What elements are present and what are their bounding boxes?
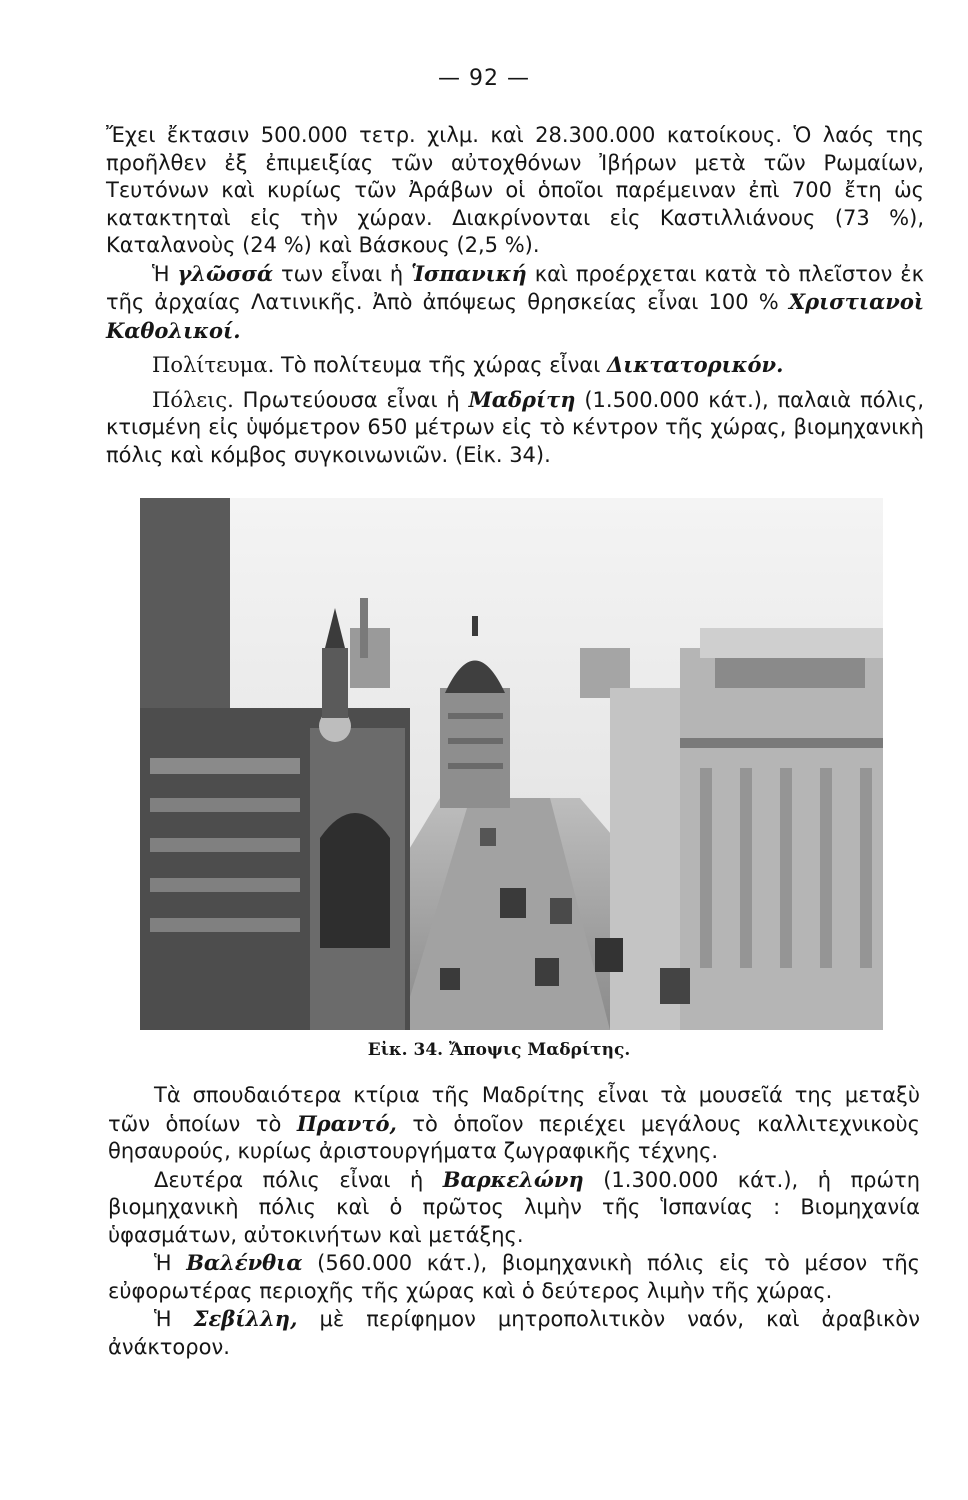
- paragraph-seville: Ἡ Σεβίλλη, μὲ περίφημον μητροπολιτικὸν ναόν, καὶ ἀραβικὸν ἀνάκτορον.: [108, 1306, 920, 1359]
- madrid-street-photo: [140, 498, 883, 1030]
- bold-term: Χριστιανοὶ Καθολικοί.: [106, 289, 924, 343]
- paragraph-cities: Πόλεις. Πρωτεύουσα εἶναι ἡ Μαδρίτη (1.500.000 κάτ.), παλαιὰ πόλις, κτισμένη εἰς ὑψόμετρον 650 μέτρων εἰς τὸ κέντρον τῆς χώρας, βιομηχανικὴ πόλις καὶ κόμβος συγκοινωνιῶν. (Εἰκ. 34).: [106, 386, 924, 467]
- paragraph-language-religion: Ἡ γλῶσσά των εἶναι ἡ Ἱσπανική καὶ προέρχεται κατὰ τὸ πλεῖστον ἐκ τῆς ἀρχαίας Λατινικῆς. Ἀπὸ ἀπόψεως θρησκείας εἶναι 100 % Χριστιανοὶ Καθολικοί.: [106, 260, 924, 343]
- bold-term: Βαρκελώνη: [442, 1166, 584, 1192]
- bold-term: Σεβίλλη,: [193, 1306, 298, 1331]
- page-number: — 92 —: [438, 66, 530, 91]
- figure-caption: Εἰκ. 34. Ἄποψις Μαδρίτης.: [367, 1040, 631, 1060]
- paragraph-museums: Τὰ σπουδαιότερα κτίρια τῆς Μαδρίτης εἶναι τὰ μουσεῖά της μεταξὺ τῶν ὁποίων τὸ Πραντό, τὸ ὁποῖον περιέχει μεγάλους καλλιτεχνικοὺς θησαυρούς, κυρίως ἀριστουργήματα ζωγραφικῆς τέχνης.: [108, 1083, 920, 1163]
- bold-term: Μαδρίτη: [468, 386, 576, 412]
- section-heading: Πόλεις.: [152, 387, 234, 412]
- bold-term: Ἱσπανική: [411, 260, 527, 286]
- bold-term: Βαλένθια: [186, 1250, 303, 1275]
- bold-term: Πραντό,: [296, 1110, 397, 1136]
- top-text-block: [106, 122, 924, 469]
- section-heading: Πολίτευμα.: [152, 353, 275, 377]
- paragraph-government: Πολίτευμα. Τὸ πολίτευμα τῆς χώρας εἶναι Δικτατορικόν.: [152, 352, 784, 377]
- paragraph-valencia: Ἡ Βαλένθια (560.000 κάτ.), βιομηχανικὴ πόλις εἰς τὸ μέσον τῆς εὐφορωτέρας περιοχῆς τῆς χώρας καὶ ὁ δεύτερος λιμὴν τῆς χώρας.: [108, 1250, 920, 1303]
- paragraph-barcelona: Δευτέρα πόλις εἶναι ἡ Βαρκελώνη (1.300.000 κάτ.), ἡ πρώτη βιομηχανικὴ πόλις καὶ ὁ πρῶτος λιμὴν τῆς Ἱσπανίας : Βιομηχανία ὑφασμάτων, αὐτοκινήτων καὶ μετάξης.: [108, 1166, 920, 1247]
- madrid-cityscape-illustration: [140, 498, 883, 1030]
- bold-term: Δικτατορικόν.: [607, 352, 784, 377]
- bold-term: γλῶσσά: [177, 260, 274, 286]
- bottom-text-block: [108, 1082, 920, 1361]
- paragraph-area-population: Ἔχει ἔκτασιν 500.000 τετρ. χιλμ. καὶ 28.300.000 κατοίκους. Ὁ λαός της προῆλθεν ἐξ ἐπιμειξίας τῶν αὐτοχθόνων Ἰβήρων μετὰ τῶν Ρωμαίων, Τευτόνων καὶ κυρίως τῶν Ἀράβων οἱ ὁποῖοι παρέμειναν ἐπὶ 700 ἔτη ὡς κατακτηταὶ εἰς τὴν χώραν. Διακρίνονται εἰς Καστιλλιάνους (73 %), Καταλανοὺς (24 %) καὶ Βάσκους (2,5 %).: [106, 123, 924, 257]
